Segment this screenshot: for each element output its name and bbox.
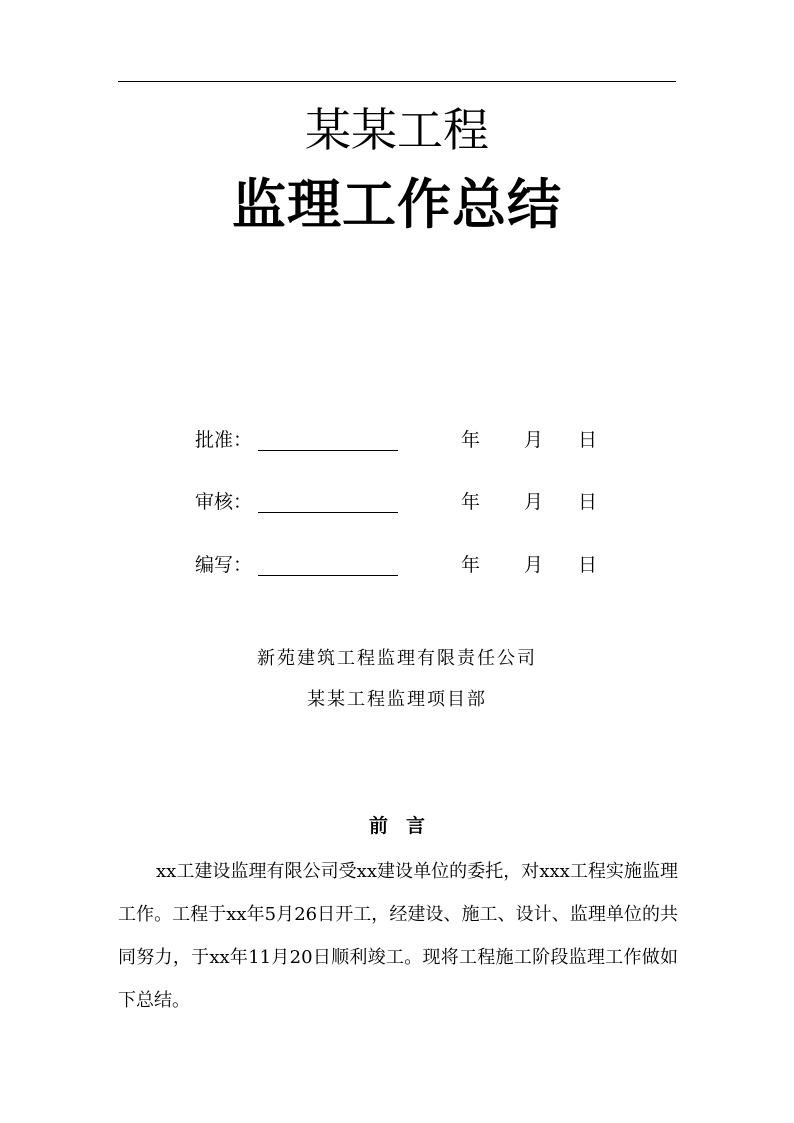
approve-label: 批准： (195, 429, 253, 451)
review-year-label: 年 (461, 491, 481, 513)
preface-heading: 前言 (368, 815, 443, 837)
header-rule (118, 81, 676, 82)
author-day-label: 日 (578, 554, 598, 576)
approve-year-label: 年 (461, 429, 481, 451)
author-signature-line (258, 575, 398, 576)
approve-signature-line (258, 450, 398, 451)
approve-month-label: 月 (524, 429, 544, 451)
author-year-label: 年 (461, 554, 481, 576)
review-month-label: 月 (524, 491, 544, 513)
preface-paragraph: xx工建设监理有限公司受xx建设单位的委托，对xxx工程实施监理工作。工程于xx年5月26日开工，经建设、施工、设计、监理单位的共同努力，于xx年11月20日顺利竣工。现将工程施工阶段监理工作做如下总结。 (118, 861, 678, 1011)
review-day-label: 日 (578, 491, 598, 513)
project-name: 某某工程 (305, 103, 489, 157)
document-title: 监理工作总结 (232, 172, 562, 236)
review-signature-line (258, 512, 398, 513)
review-label: 审核： (195, 491, 253, 513)
approve-day-label: 日 (578, 429, 598, 451)
author-label: 编写： (195, 554, 253, 576)
project-department: 某某工程监理项目部 (307, 689, 487, 710)
signature-row-approve (195, 426, 615, 454)
signature-row-author (195, 551, 615, 579)
company-name: 新苑建筑工程监理有限责任公司 (257, 648, 537, 669)
signature-row-review (195, 488, 615, 516)
author-month-label: 月 (524, 554, 544, 576)
